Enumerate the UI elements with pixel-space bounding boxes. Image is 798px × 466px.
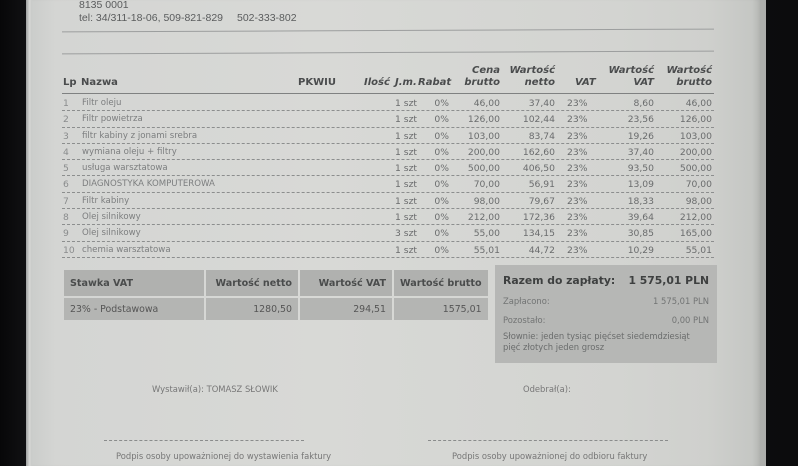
cell-qty: 1 szt [395, 114, 417, 126]
cell-lp: 2 [63, 114, 69, 126]
cell-wartosc-vat: 39,64 [627, 212, 654, 224]
vat-netto-header: Wartość netto [206, 270, 298, 296]
paid-line [503, 291, 709, 310]
cell-wartosc-netto: 162,60 [522, 146, 555, 158]
cell-cena-brutto: 55,01 [473, 244, 500, 256]
cell-wartosc-brutto: 165,00 [679, 228, 712, 240]
cell-cena-brutto: 55,00 [473, 228, 500, 240]
cell-qty: 3 szt [395, 228, 417, 240]
cell-wartosc-vat: 13,09 [627, 179, 654, 191]
vat-summary-table [62, 268, 490, 322]
seller-phones [79, 12, 297, 25]
cell-name: Filtr oleju [82, 98, 122, 108]
col-name: Nazwa [81, 77, 118, 88]
paid-value: 1 575,01 PLN [653, 295, 709, 306]
cell-wartosc-brutto: 55,01 [685, 244, 712, 256]
vat-netto-cell: 1280,50 [206, 298, 298, 320]
paid-label: Zapłacono: [503, 295, 550, 306]
col-unit: J.m. [395, 77, 417, 88]
cell-vat: 23% [567, 114, 588, 126]
remaining-value: 0,00 PLN [671, 314, 709, 325]
paper-left-edge [26, 0, 32, 466]
vat-vat-header: Wartość VAT [300, 270, 392, 296]
cell-lp: 5 [63, 163, 69, 175]
table-row [62, 193, 714, 209]
received-by: Odebrał(a): [523, 384, 571, 394]
cell-wartosc-netto: 83,74 [528, 130, 555, 142]
issued-by: Wystawił(a): TOMASZ SŁOWIK [152, 384, 278, 394]
remaining-label: Pozostało: [503, 314, 546, 325]
cell-lp: 10 [63, 244, 75, 256]
cell-name: Filtr kabiny [82, 195, 130, 206]
cell-wartosc-netto: 134,15 [522, 228, 555, 240]
vat-summary-row [64, 298, 488, 320]
vat-rate-cell: 23% - Podstawowa [64, 298, 204, 320]
cell-lp: 7 [63, 195, 69, 207]
cell-vat: 23% [567, 146, 588, 158]
cell-cena-brutto: 126,00 [467, 114, 500, 126]
cell-wartosc-brutto: 46,00 [685, 98, 712, 109]
cell-rabat: 0% [434, 179, 449, 191]
col-cena-brutto: Cena brutto [464, 65, 500, 88]
seller-phone-list: tel: 34/311-18-06, 509-821-829 [79, 12, 223, 24]
cell-qty: 1 szt [395, 212, 417, 224]
table-row [62, 209, 714, 225]
cell-wartosc-netto: 56,91 [528, 179, 555, 191]
cell-wartosc-brutto: 200,00 [679, 146, 712, 158]
cell-qty: 1 szt [395, 130, 417, 142]
receiver-signature-line [428, 440, 668, 441]
seller-phone-extra: 502-333-802 [237, 12, 297, 24]
table-row [62, 160, 714, 176]
cell-name: Olej silnikowy [82, 228, 141, 239]
table-row [62, 128, 714, 144]
seller-info [79, 0, 297, 25]
cell-lp: 9 [63, 228, 69, 240]
col-wartosc-netto: Wartość netto [509, 65, 555, 88]
cell-cena-brutto: 98,00 [473, 195, 500, 207]
col-lp: Lp [63, 77, 77, 88]
col-wartosc-brutto: Wartość brutto [666, 65, 712, 88]
cell-cena-brutto: 46,00 [473, 98, 500, 109]
cell-wartosc-brutto: 126,00 [679, 114, 712, 126]
table-row [62, 225, 714, 241]
cell-vat: 23% [567, 179, 588, 191]
cell-cena-brutto: 103,00 [467, 130, 500, 142]
items-table-header [62, 56, 714, 94]
col-vat: VAT [575, 77, 596, 88]
cell-wartosc-brutto: 212,00 [679, 212, 712, 224]
vat-rate-header: Stawka VAT [64, 270, 204, 296]
cell-wartosc-netto: 102,44 [522, 114, 555, 126]
total-due [503, 269, 709, 291]
total-due-label: Razem do zapłaty: [503, 273, 616, 287]
cell-name: usługa warsztatowa [82, 163, 168, 174]
cell-wartosc-vat: 8,60 [633, 98, 654, 109]
cell-name: filtr kabiny z jonami srebra [82, 130, 198, 141]
cell-vat: 23% [567, 212, 588, 224]
cell-wartosc-vat: 19,26 [627, 130, 654, 142]
vat-summary-header [64, 270, 488, 296]
cell-name: wymiana oleju + filtry [82, 146, 177, 157]
cell-wartosc-vat: 23,56 [627, 114, 654, 126]
col-wartosc-vat: Wartość VAT [608, 65, 654, 88]
cell-lp: 4 [63, 146, 69, 158]
remaining-line [503, 310, 709, 329]
vat-brutto-cell: 1575,01 [394, 298, 488, 320]
col-qty: Ilość [364, 77, 390, 88]
cell-wartosc-vat: 10,29 [627, 244, 654, 256]
col-rabat: Rabat [418, 77, 452, 88]
cell-rabat: 0% [434, 244, 449, 256]
cell-wartosc-brutto: 103,00 [679, 130, 712, 142]
col-pkwiu: PKWIU [298, 77, 336, 88]
payment-summary-box [495, 265, 717, 363]
total-due-value: 1 575,01 PLN [628, 273, 709, 287]
cell-rabat: 0% [434, 114, 449, 126]
cell-name: Olej silnikowy [82, 212, 141, 223]
cell-cena-brutto: 200,00 [467, 146, 500, 158]
issuer-signature-line [104, 440, 304, 441]
cell-wartosc-netto: 172,36 [522, 212, 555, 224]
cell-rabat: 0% [434, 195, 449, 207]
cell-cena-brutto: 70,00 [473, 179, 500, 191]
cell-vat: 23% [567, 130, 588, 142]
items-table-body [62, 95, 714, 258]
vat-brutto-header: Wartość brutto [394, 270, 488, 296]
cell-rabat: 0% [434, 98, 449, 109]
seller-regon: 8135 0001 [79, 0, 129, 11]
cell-vat: 23% [567, 195, 588, 207]
table-row [62, 242, 714, 258]
cell-vat: 23% [567, 98, 588, 109]
cell-wartosc-netto: 406,50 [522, 163, 555, 175]
cell-qty: 1 szt [395, 195, 417, 207]
cell-vat: 23% [567, 163, 588, 175]
cell-lp: 3 [63, 130, 69, 142]
receiver-signature-caption: Podpis osoby upoważnionej do odbioru faktury [452, 451, 648, 461]
cell-wartosc-vat: 93,50 [627, 163, 654, 175]
cell-wartosc-netto: 79,67 [528, 195, 555, 207]
cell-wartosc-vat: 30,85 [627, 228, 654, 240]
cell-wartosc-brutto: 500,00 [679, 163, 712, 175]
table-row [62, 111, 714, 127]
cell-lp: 8 [63, 212, 69, 224]
cell-wartosc-brutto: 98,00 [685, 195, 712, 207]
cell-wartosc-netto: 44,72 [528, 244, 555, 256]
cell-wartosc-netto: 37,40 [528, 98, 555, 109]
cell-rabat: 0% [434, 212, 449, 224]
cell-name: Filtr powietrza [82, 114, 143, 125]
table-row [62, 95, 714, 111]
cell-vat: 23% [567, 228, 588, 240]
cell-qty: 1 szt [395, 163, 417, 175]
issuer-signature-caption: Podpis osoby upoważnionej do wystawienia faktury [116, 451, 332, 461]
cell-lp: 1 [63, 98, 69, 109]
cell-wartosc-vat: 37,40 [627, 146, 654, 158]
cell-rabat: 0% [434, 130, 449, 142]
cell-qty: 1 szt [395, 98, 417, 109]
cell-rabat: 0% [434, 163, 449, 175]
cell-qty: 1 szt [395, 244, 417, 256]
cell-rabat: 0% [434, 228, 449, 240]
cell-lp: 6 [63, 179, 69, 191]
cell-name: chemia warsztatowa [82, 244, 171, 255]
amount-in-words: Słownie: jeden tysiąc pięćset siedemdziesiąt pięć złotych jeden grosz [503, 331, 690, 352]
cell-wartosc-vat: 18,33 [627, 195, 654, 207]
cell-rabat: 0% [434, 146, 449, 158]
cell-name: DIAGNOSTYKA KOMPUTEROWA [82, 179, 215, 190]
cell-wartosc-brutto: 70,00 [685, 179, 712, 191]
cell-cena-brutto: 500,00 [467, 163, 500, 175]
cell-vat: 23% [567, 244, 588, 256]
cell-qty: 1 szt [395, 146, 417, 158]
table-row [62, 144, 714, 160]
vat-vat-cell: 294,51 [300, 298, 392, 320]
paper-right-fold [752, 0, 766, 466]
cell-cena-brutto: 212,00 [467, 212, 500, 224]
cell-qty: 1 szt [395, 179, 417, 191]
table-row [62, 176, 714, 192]
